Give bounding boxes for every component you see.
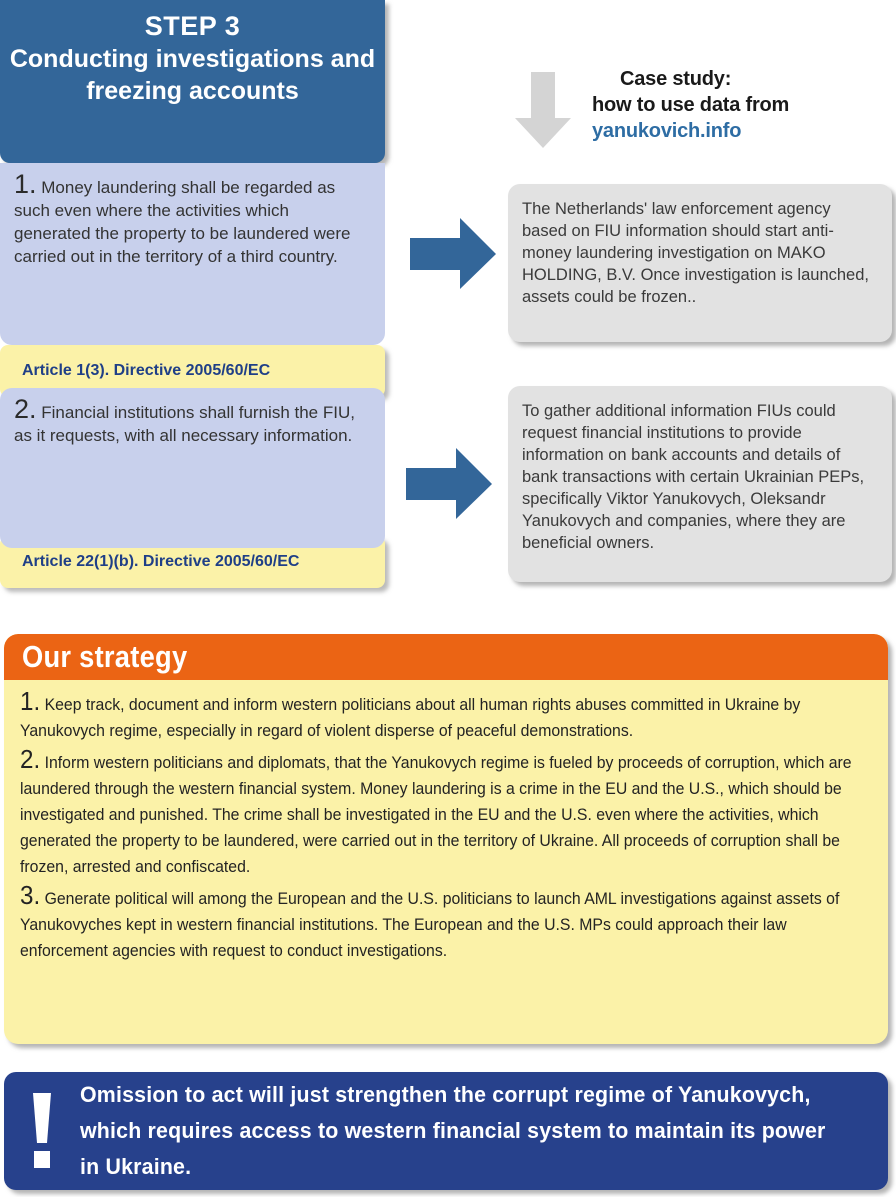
strategy-item-text: Keep track, document and inform western politicians about all human rights abuses committed in Ukraine by Yanukovych regime, especially in regard of violent disperse of peaceful demonstrations. bbox=[20, 695, 801, 740]
warning-text: Omission to act will just strengthen the corrupt regime of Yanukovych, which requires access to western financial system to maintain its power in Ukraine. bbox=[80, 1082, 826, 1179]
case-study-line2: how to use data from bbox=[592, 94, 790, 116]
case-study-site[interactable]: yanukovich.info bbox=[592, 120, 742, 142]
clause-card bbox=[0, 163, 385, 345]
arrow-down-icon bbox=[513, 72, 573, 150]
strategy-item bbox=[20, 882, 862, 964]
warning-banner bbox=[4, 1072, 888, 1190]
strategy-section bbox=[4, 634, 888, 1044]
step-label: STEP 3 bbox=[144, 11, 241, 41]
exclamation-mark-icon bbox=[4, 1091, 80, 1171]
directive-clause-column bbox=[0, 163, 385, 588]
citation-text: Article 22(1)(b). Directive 2005/60/EC bbox=[22, 553, 300, 570]
strategy-heading: Our strategy bbox=[22, 639, 188, 674]
strategy-item-text: Generate political will among the European and the U.S. politicians to launch AML investigations against assets of Yanukovyches kept in western financial institutions. The European and the U.S. MPs could approach their law enforcement agencies with request to conduct investigations. bbox=[20, 889, 840, 960]
clause-number: 1. bbox=[14, 169, 37, 199]
clause-text bbox=[14, 394, 369, 447]
strategy-item bbox=[20, 688, 862, 744]
case-panel-text: The Netherlands' law enforcement agency based on FIU information should start anti-money laundering investigation on MAKO HOLDING, B.V. Once investigation is launched, assets could be frozen.. bbox=[522, 200, 869, 306]
case-panel-text: To gather additional information FIUs could request financial institutions to provide information on bank accounts and details of bank transactions with certain Ukrainian PEPs, specifically Viktor Yanukovych, Oleksandr Yanukovych and companies, where they are beneficial owners. bbox=[522, 402, 865, 552]
step-title: Conducting investigations and freezing accounts bbox=[9, 45, 376, 105]
case-study-caption bbox=[592, 66, 892, 144]
clause-card bbox=[0, 388, 385, 548]
clause-number: 2. bbox=[14, 394, 37, 424]
citation-text: Article 1(3). Directive 2005/60/EC bbox=[22, 362, 271, 379]
case-panel bbox=[508, 184, 892, 342]
clause-body: Money laundering shall be regarded as such even where the activities which generated the property to be laundered were carried out in the territory of a third country. bbox=[14, 178, 351, 266]
strategy-item-number: 1. bbox=[20, 686, 41, 716]
step-header bbox=[0, 0, 385, 163]
strategy-item bbox=[20, 746, 862, 880]
arrow-right-icon bbox=[406, 448, 494, 520]
strategy-header bbox=[4, 634, 888, 680]
case-panel bbox=[508, 386, 892, 582]
arrow-right-icon bbox=[410, 218, 498, 290]
strategy-body bbox=[4, 680, 888, 964]
strategy-item-number: 3. bbox=[20, 880, 41, 910]
clause-body: Financial institutions shall furnish the FIU, as it requests, with all necessary information. bbox=[14, 403, 355, 445]
strategy-item-text: Inform western politicians and diplomats, that the Yanukovych regime is fueled by proceeds of corruption, which are laundered through the western financial system. Money laundering is a crime in the EU and the U.S., which should be investigated and punished. The crime shall be investigated in the EU and the U.S. even where the activities, which generated the property to be laundered, were carried out in the territory of Ukraine. All proceeds of corruption shall be frozen, arrested and confiscated. bbox=[20, 753, 852, 876]
strategy-item-number: 2. bbox=[20, 744, 41, 774]
case-study-line1: Case study: bbox=[620, 68, 732, 90]
clause-text bbox=[14, 169, 369, 268]
